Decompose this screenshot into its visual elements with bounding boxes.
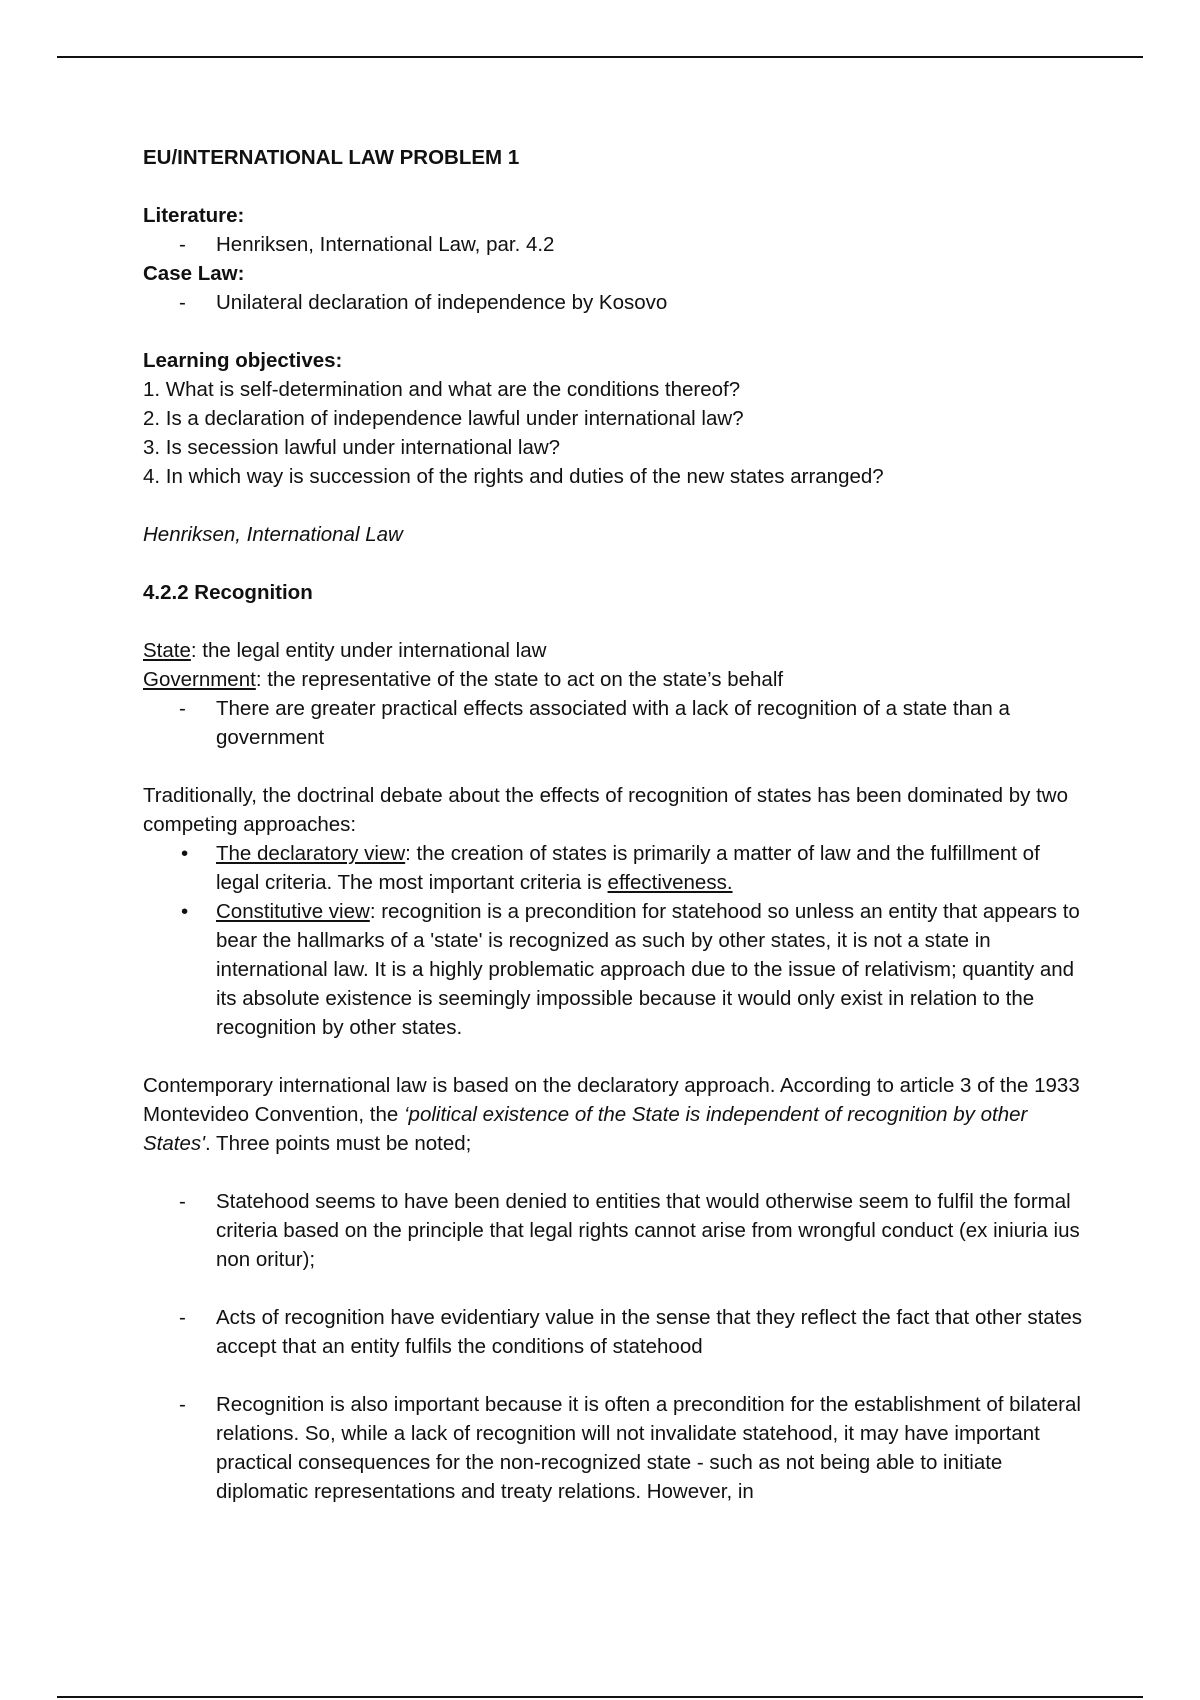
- state-definition: [143, 636, 1083, 665]
- section-heading: 4.2.2 Recognition: [143, 581, 313, 604]
- literature-item-text: Henriksen, International Law, par. 4.2: [216, 233, 555, 256]
- government-term: Government: [143, 668, 256, 691]
- point-text: Recognition is also important because it is often a precondition for the establishment of bilateral relations. So, while a lack of recognition will not invalidate statehood, it may have important practical consequences for the non-recognized state - such as not being able to initiate diplomatic representations and treaty relations. However, in: [216, 1393, 1081, 1503]
- contemporary-quote: ‘political existence of the State is independent of recognition by other States': [143, 1103, 1028, 1155]
- literature-item: [143, 230, 1083, 259]
- bullet-marker: •: [181, 842, 189, 865]
- footer-rule: [57, 1696, 1143, 1698]
- declaratory-view-item: [143, 839, 1083, 897]
- objective-item: 2. Is a declaration of independence lawful under international law?: [143, 407, 744, 430]
- constitutive-term: Constitutive view: [216, 900, 370, 923]
- government-note: [143, 694, 1083, 752]
- dash-marker: -: [179, 1306, 186, 1329]
- contemporary-text-b: . Three points must be noted;: [205, 1132, 472, 1155]
- point-text: Statehood seems to have been denied to entities that would otherwise seem to fulfil the formal criteria based on the principle that legal rights cannot arise from wrongful conduct (ex iniuria ius non oritur);: [216, 1190, 1080, 1271]
- objective-item: 1. What is self-determination and what are the conditions thereof?: [143, 378, 741, 401]
- state-def-text: : the legal entity under international law: [190, 639, 547, 662]
- caselaw-heading: Case Law:: [143, 262, 245, 285]
- government-definition: [143, 665, 1083, 694]
- dash-marker: -: [179, 697, 186, 720]
- government-note-text: There are greater practical effects associated with a lack of recognition of a state than a government: [216, 697, 1010, 749]
- point-text: Acts of recognition have evidentiary value in the sense that they reflect the fact that other states accept that an entity fulfils the conditions of statehood: [216, 1306, 1083, 1358]
- declaratory-term: The declaratory view: [216, 842, 406, 865]
- declaratory-text: : the creation of states is primarily a matter of law and the fulfillment of legal criteria. The most important criteria is: [216, 842, 1040, 894]
- state-term: State: [143, 639, 191, 662]
- debate-intro: Traditionally, the doctrinal debate about the effects of recognition of states has been dominated by two competing approaches:: [143, 784, 1068, 836]
- point-item: [143, 1303, 1083, 1361]
- point-item: [143, 1390, 1083, 1506]
- dash-marker: -: [179, 291, 186, 314]
- dash-marker: -: [179, 1393, 186, 1416]
- bullet-marker: •: [181, 900, 189, 923]
- constitutive-text: : recognition is a precondition for statehood so unless an entity that appears to bear the hallmarks of a 'state' is recognized as such by other states, it is not a state in international law. It is a highly problematic approach due to the issue of relativism; quantity and its absolute existence is seemingly impossible because it would only exist in relation to the recognition by other states.: [216, 900, 1080, 1039]
- contemporary-paragraph: [143, 1071, 1083, 1158]
- document-page: [143, 143, 1083, 1506]
- government-def-text: : the representative of the state to act on the state’s behalf: [255, 668, 784, 691]
- document-title: EU/INTERNATIONAL LAW PROBLEM 1: [143, 146, 520, 169]
- literature-heading: Literature:: [143, 204, 245, 227]
- declaratory-emphasis: effectiveness.: [607, 871, 733, 894]
- objective-item: 4. In which way is succession of the rights and duties of the new states arranged?: [143, 465, 884, 488]
- objectives-heading: Learning objectives:: [143, 349, 343, 372]
- point-item: [143, 1187, 1083, 1274]
- dash-marker: -: [179, 233, 186, 256]
- caselaw-item-text: Unilateral declaration of independence by Kosovo: [216, 291, 668, 314]
- header-rule: [57, 56, 1143, 58]
- caselaw-item: [143, 288, 1083, 317]
- source-title: Henriksen, International Law: [143, 523, 403, 546]
- constitutive-view-item: [143, 897, 1083, 1042]
- contemporary-text-a: Contemporary international law is based on the declaratory approach. According to article 3 of the 1933 Montevideo Convention, the: [143, 1074, 1080, 1126]
- dash-marker: -: [179, 1190, 186, 1213]
- objective-item: 3. Is secession lawful under international law?: [143, 436, 561, 459]
